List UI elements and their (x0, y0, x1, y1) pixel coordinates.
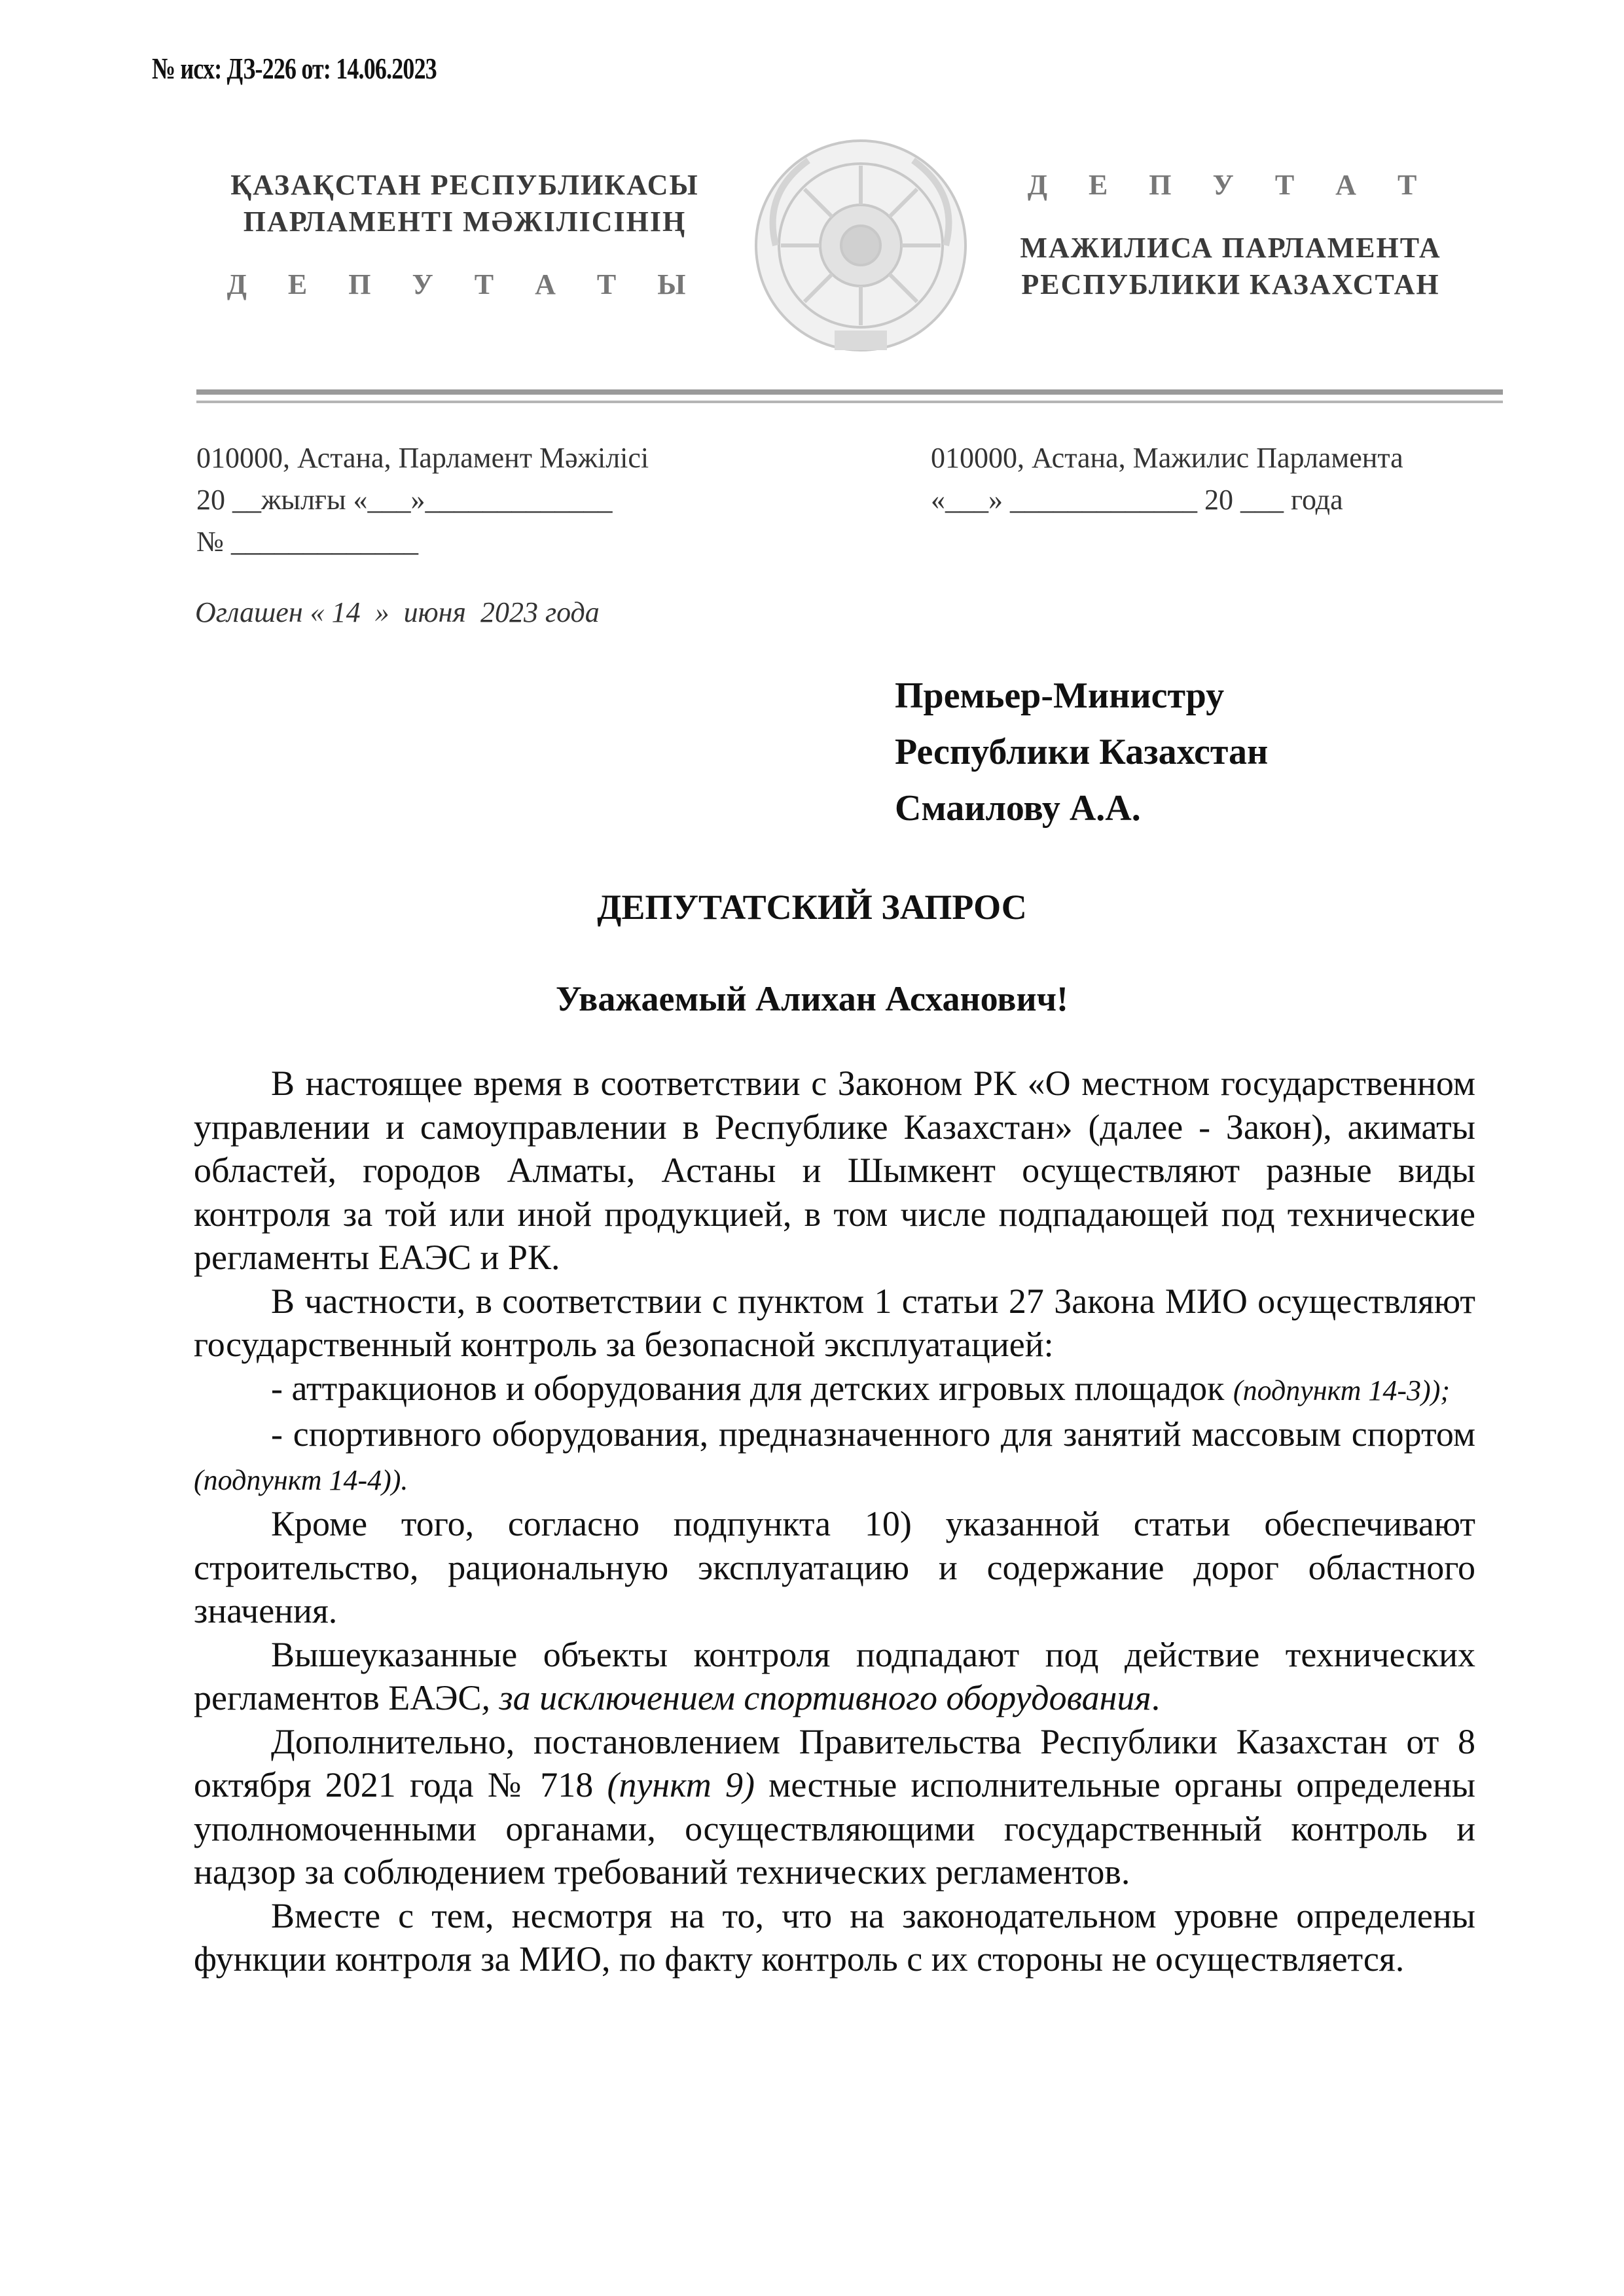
paragraph-3 (194, 1367, 1475, 1413)
letterhead-kazakh (196, 167, 733, 303)
letterhead-divider-thin (196, 401, 1503, 403)
address-ru-line2: «___» _____________ 20 ___ года (931, 484, 1343, 516)
addressee-line3: Смаилову А.А. (895, 788, 1141, 829)
paragraph-5: Кроме того, согласно подпункта 10) указанной статьи обеспечивают строительство, рациональную эксплуатацию и содержание дорог областного значения. (194, 1504, 1475, 1630)
paragraph-7-text-a: Дополнительно, постановлением Правительства Республики Казахстан от 8 октября 2021 года № 718 (194, 1721, 1475, 1804)
paragraph-1: В настоящее время в соответствии с Законом РК «О местном государственном управлении и самоуправлении в Республике Казахстан» (далее - Закон), акиматы областей, городов Алматы, Астаны и Шымкент осуществляют разные виды контроля за той или иной продукцией, в том числе подпадающей под технические регламенты ЕАЭС и РК. (194, 1064, 1475, 1277)
address-block-kazakh (196, 437, 649, 563)
document-title: ДЕПУТАТСКИЙ ЗАПРОС (597, 888, 1027, 927)
paragraph-2: В частности, в соответствии с пунктом 1 статьи 27 Закона МИО осуществляют государственный контроль за безопасной эксплуатацией: (194, 1281, 1475, 1364)
letterhead-russian (995, 167, 1466, 303)
addressee-line1: Премьер-Министру (895, 675, 1225, 716)
letterhead-ru-line1: Д Е П У Т А Т (1027, 169, 1434, 201)
paragraph-7-text-b: местные исполнительные органы определены уполномоченными органами, осуществляющими государственный контроль и надзор за соблюдением требований технических регламентов. (194, 1765, 1475, 1892)
paragraph-4-text: - спортивного оборудования, предназначенного для занятий массовым спортом (271, 1414, 1475, 1454)
address-kz-line2: 20 __жылғы «___»_____________ (196, 484, 613, 516)
address-kz-line3: № _____________ (196, 526, 418, 558)
paragraph-4-reference: (подпункт 14-4)). (194, 1463, 408, 1496)
letterhead-divider (196, 389, 1503, 395)
address-block-russian (931, 437, 1403, 521)
letter-body (194, 1062, 1475, 1981)
paragraph-4 (194, 1412, 1475, 1502)
paragraph-3-reference: (подпункт 14-3)); (1233, 1374, 1450, 1407)
letterhead-kz-line1: ҚАЗАҚСТАН РЕСПУБЛИКАСЫ (230, 169, 699, 201)
outgoing-reference-stamp: № исх: ДЗ-226 от: 14.06.2023 (152, 52, 437, 85)
paragraph-6 (194, 1633, 1475, 1720)
paragraph-7-reference: (пункт 9) (607, 1765, 755, 1804)
address-ru-line1: 010000, Астана, Мажилис Парламента (931, 442, 1403, 474)
addressee-block (895, 668, 1268, 836)
letterhead-ru-line2: МАЖИЛИСА ПАРЛАМЕНТА (1020, 232, 1441, 264)
paragraph-6-end: . (1151, 1678, 1161, 1717)
paragraph-8: Вместе с тем, несмотря на то, что на законодательном уровне определены функции контроля за МИО, по факту контроль с их стороны не осуществляется. (194, 1895, 1475, 1979)
address-kz-line1: 010000, Астана, Парламент Мәжілісі (196, 442, 649, 474)
paragraph-6-italic: , за исключением спортивного оборудования (481, 1678, 1151, 1717)
addressee-line2: Республики Казахстан (895, 732, 1269, 772)
letterhead-kz-line3: Д Е П У Т А Т Ы (226, 268, 703, 300)
state-emblem-icon (749, 134, 972, 357)
paragraph-3-text: - аттракционов и оборудования для детских игровых площадок (271, 1368, 1225, 1408)
announced-date: Оглашен « 14 » июня 2023 года (195, 596, 600, 628)
letterhead-ru-line3: РЕСПУБЛИКИ КАЗАХСТАН (1021, 268, 1440, 300)
letterhead-kz-line2: ПАРЛАМЕНТІ МӘЖІЛІСІНІҢ (243, 206, 687, 238)
salutation: Уважаемый Алихан Асханович! (555, 979, 1069, 1018)
paragraph-7 (194, 1720, 1475, 1894)
paragraph-6-text: Вышеуказанные объекты контроля подпадают под действие технических регламентов ЕАЭС (194, 1634, 1475, 1717)
